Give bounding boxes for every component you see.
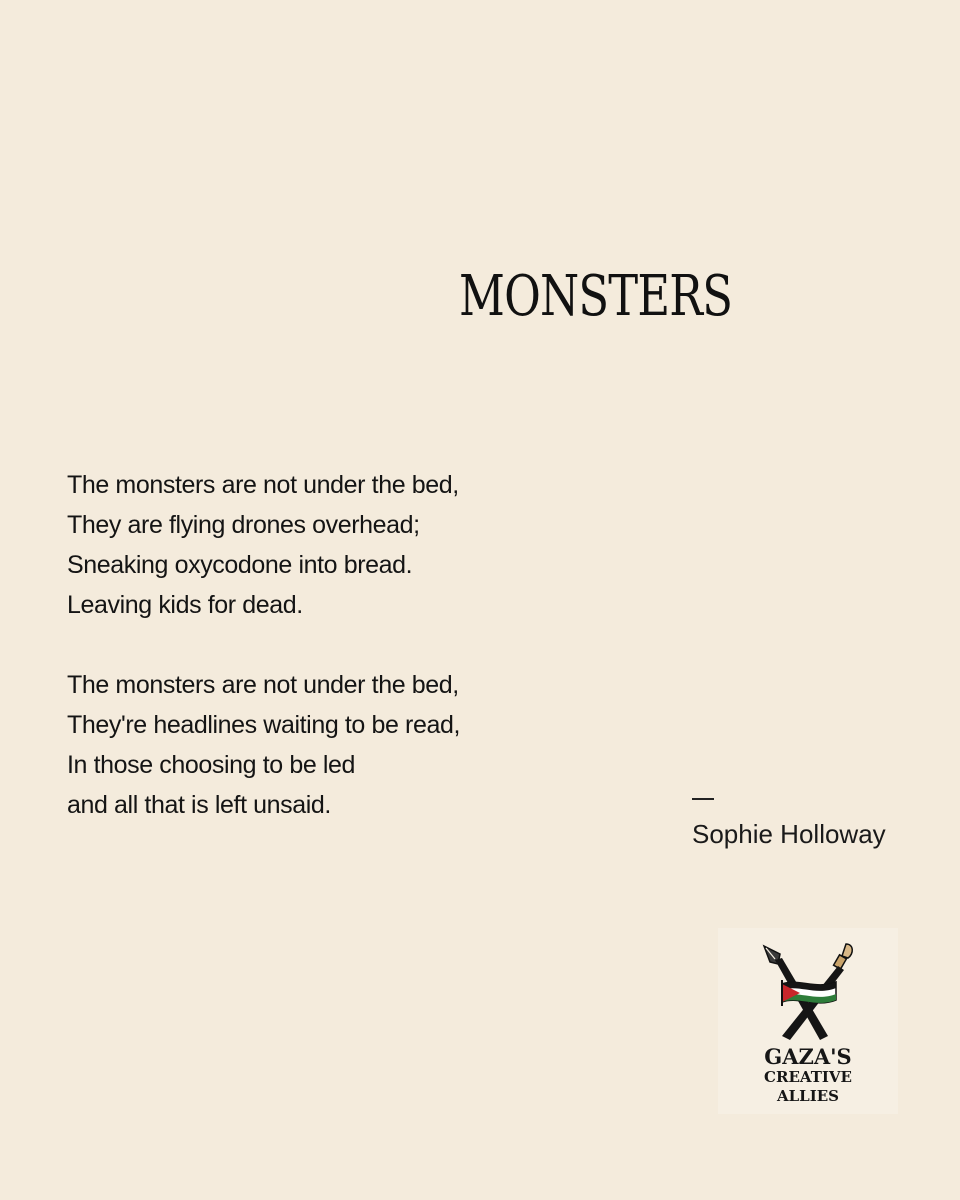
logo-line-2: CREATIVE bbox=[764, 1068, 852, 1086]
logo-line-3: ALLIES bbox=[776, 1087, 839, 1105]
poem-line: They are flying drones overhead; bbox=[67, 511, 420, 539]
gazas-creative-allies-logo bbox=[718, 928, 898, 1114]
poem-line: The monsters are not under the bed, bbox=[67, 471, 459, 499]
poem-line: and all that is left unsaid. bbox=[67, 791, 331, 819]
poem-line: Leaving kids for dead. bbox=[67, 591, 303, 619]
author-dash bbox=[692, 798, 714, 800]
poem-line: In those choosing to be led bbox=[67, 751, 356, 779]
poem-line: The monsters are not under the bed, bbox=[67, 671, 459, 699]
stanza-1 bbox=[67, 465, 460, 625]
logo-wordmark bbox=[718, 1046, 898, 1106]
poem-line: Sneaking oxycodone into bread. bbox=[67, 551, 413, 579]
logo-line-1: GAZA'S bbox=[764, 1044, 852, 1069]
poem-title: MONSTERS bbox=[459, 264, 733, 329]
author-name: Sophie Holloway bbox=[692, 819, 886, 849]
stanza-2 bbox=[67, 665, 460, 825]
poem-line: They're headlines waiting to be read, bbox=[67, 711, 461, 739]
poem-body bbox=[67, 465, 460, 825]
crossed-pen-and-brush-with-palestine-flag-icon bbox=[758, 940, 858, 1045]
